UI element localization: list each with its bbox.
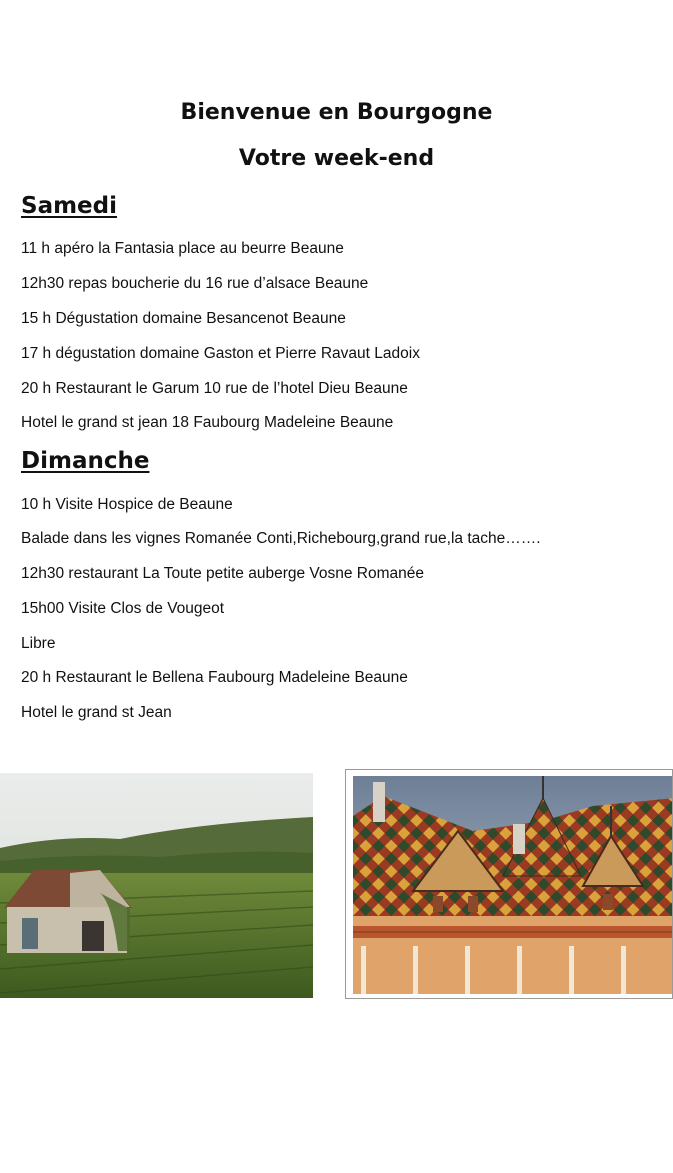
list-item: 11 h apéro la Fantasia place au beurre Beaune [21,240,344,257]
list-item: Libre [21,635,56,652]
list-item: Balade dans les vignes Romanée Conti,Richebourg,grand rue,la tache……. [21,530,541,547]
list-item: Hotel le grand st jean 18 Faubourg Madeleine Beaune [21,414,394,431]
list-item: 20 h Restaurant le Bellena Faubourg Madeleine Beaune [21,669,408,686]
page-subtitle: Votre week-end [238,146,435,171]
day-heading-saturday: Samedi [21,193,117,219]
vineyard-cabin-photo [0,773,313,998]
list-item: 17 h dégustation domaine Gaston et Pierre Ravaut Ladoix [21,345,420,362]
list-item: 10 h Visite Hospice de Beaune [21,496,233,513]
list-item: Hotel le grand st Jean [21,704,172,721]
list-item: 12h30 repas boucherie du 16 rue d’alsace Beaune [21,275,369,292]
page-title: Bienvenue en Bourgogne [180,100,493,125]
list-item: 20 h Restaurant le Garum 10 rue de l’hotel Dieu Beaune [21,380,408,397]
day-heading-sunday: Dimanche [21,448,150,474]
hospice-de-beaune-photo [345,769,673,999]
list-item: 12h30 restaurant La Toute petite auberge Vosne Romanée [21,565,425,582]
list-item: 15 h Dégustation domaine Besancenot Beaune [21,310,346,327]
list-item: 15h00 Visite Clos de Vougeot [21,600,225,617]
